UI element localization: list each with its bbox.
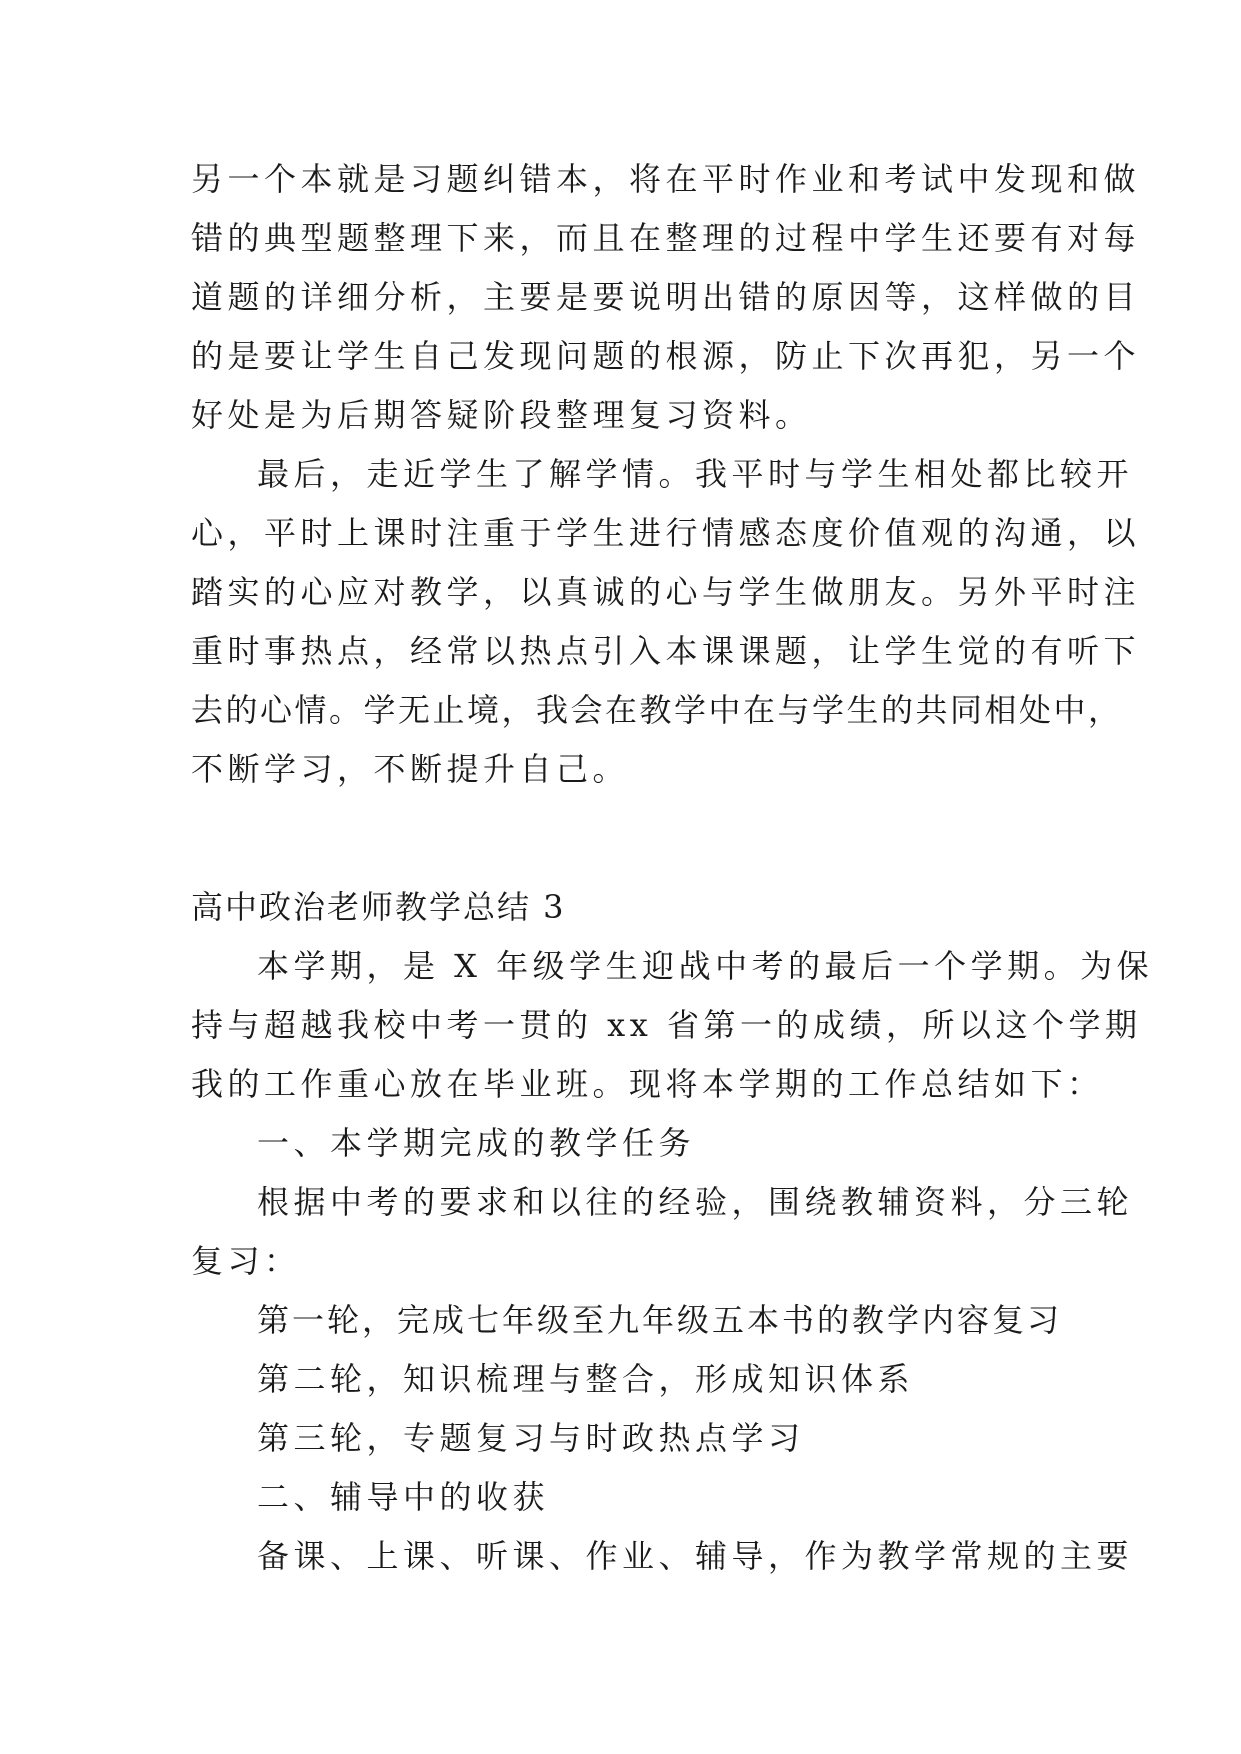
subheading-tutoring-gains: 二、辅导中的收获 [257,1478,550,1516]
text-line: 持与超越我校中考一贯的 xx 省第一的成绩，所以这个学期 [191,1006,1142,1044]
text-line: 的是要让学生自己发现问题的根源，防止下次再犯，另一个 [191,337,1141,375]
paragraph-teaching-routine [191,1527,1134,1586]
text-line: 另一个本就是习题纠错本，将在平时作业和考试中发现和做 [191,160,1141,198]
paragraph-review-plan [191,1173,1134,1291]
text-line: 不断学习，不断提升自己。 [191,750,630,788]
paragraph-understand-students [191,445,1141,799]
paragraph-semester-intro [191,937,1154,1114]
text-line: 本学期，是 X 年级学生迎战中考的最后一个学期。为保 [257,947,1154,985]
review-round-3: 第三轮，专题复习与时政热点学习 [257,1419,805,1457]
text-line: 去的心情。学无止境，我会在教学中在与学生的共同相处中， [191,691,1123,729]
section-heading: 高中政治老师教学总结 3 [191,888,566,926]
spacer [191,799,1051,858]
text-line: 我的工作重心放在毕业班。现将本学期的工作总结如下： [191,1065,1104,1103]
review-round-2: 第二轮，知识梳理与整合，形成知识体系 [257,1360,915,1398]
text-line: 心，平时上课时注重于学生进行情感态度价值观的沟通，以 [191,514,1141,552]
text-line: 最后，走近学生了解学情。我平时与学生相处都比较开 [257,455,1134,493]
text-line: 错的典型题整理下来，而且在整理的过程中学生还要有对每 [191,219,1141,257]
text-line: 好处是为后期答疑阶段整理复习资料。 [191,396,812,434]
text-line: 复习： [191,1242,301,1280]
document-page [191,150,1154,1586]
review-round-1: 第一轮，完成七年级至九年级五本书的教学内容复习 [257,1301,1063,1339]
paragraph-error-notebook [191,150,1141,445]
text-line: 道题的详细分析，主要是要说明出错的原因等，这样做的目 [191,278,1141,316]
text-line: 备课、上课、听课、作业、辅导，作为教学常规的主要 [257,1537,1134,1575]
subheading-teaching-tasks: 一、本学期完成的教学任务 [257,1124,696,1162]
text-line: 根据中考的要求和以往的经验，围绕教辅资料，分三轮 [257,1183,1134,1221]
text-line: 重时事热点，经常以热点引入本课课题，让学生觉的有听下 [191,632,1141,670]
text-line: 踏实的心应对教学，以真诚的心与学生做朋友。另外平时注 [191,573,1141,611]
